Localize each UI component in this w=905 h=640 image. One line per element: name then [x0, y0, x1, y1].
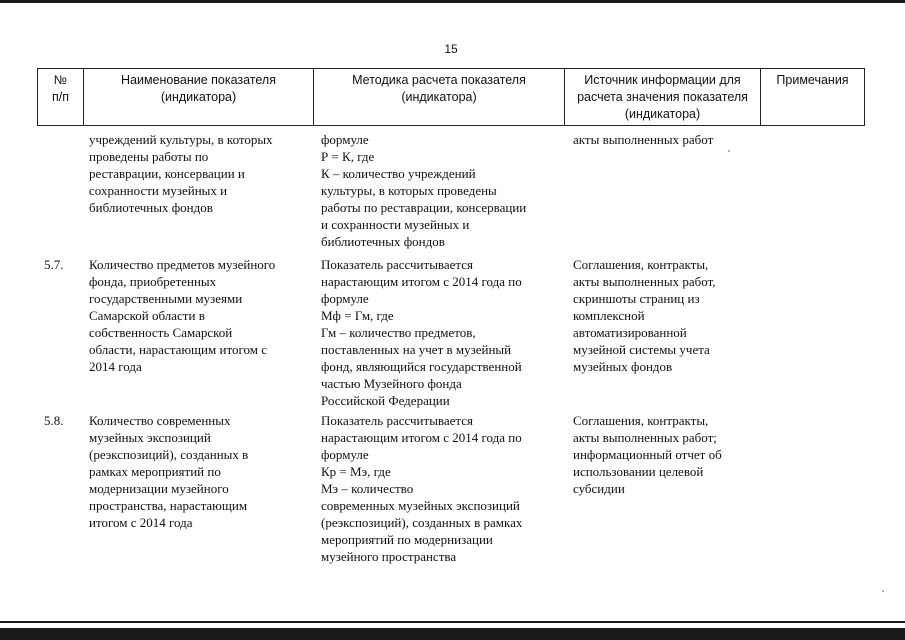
header-cell-source	[565, 68, 761, 126]
row-information-source: акты выполненных работ	[573, 132, 714, 147]
header-notes-label: Примечания	[776, 73, 849, 87]
row-information-source: Соглашения, контракты, акты выполненных работ, скриншоты страниц из комплексной автоматизированной музейной системы учета музейных фондов	[573, 257, 716, 374]
header-number-label: № п/п	[51, 73, 69, 104]
header-method-label: Методика расчета показателя (индикатора)	[352, 73, 526, 104]
row-number: 5.7.	[44, 257, 64, 272]
scan-speck	[882, 590, 884, 592]
header-cell-number	[37, 68, 84, 126]
row-calculation-method: Показатель рассчитывается нарастающим итогом с 2014 года по формуле Кр = Мэ, где Мэ – количество современных музейных экспозиций (реэкспозиций), созданных в рамках мероприятий по модернизации музейного пространства	[321, 413, 523, 564]
header-name-label: Наименование показателя (индикатора)	[121, 73, 276, 104]
row-number: 5.8.	[44, 413, 64, 428]
row-indicator-name: Количество предметов музейного фонда, приобретенных государственными музеями Самарской области в собственность Самарской области, нарастающим итогом с 2014 года	[89, 257, 276, 374]
header-source-label: Источник информации для расчета значения показателя (индикатора)	[577, 73, 748, 121]
row-information-source: Соглашения, контракты, акты выполненных работ; информационный отчет об использовании целевой субсидии	[573, 413, 722, 496]
page-number: 15	[444, 42, 458, 56]
header-cell-method	[314, 68, 565, 126]
scan-bottom-edge	[0, 628, 905, 640]
header-cell-notes	[761, 68, 865, 126]
scan-top-edge	[0, 0, 905, 3]
row-indicator-name: учреждений культуры, в которых проведены работы по реставрации, консервации и сохранности музейных и библиотечных фондов	[89, 132, 273, 215]
scan-bottom-line	[0, 621, 905, 623]
header-cell-name	[84, 68, 314, 126]
row-calculation-method: формуле Р = К, где К – количество учреждений культуры, в которых проведены работы по реставрации, консервации и сохранности музейных и библиотечных фондов	[321, 132, 527, 249]
scan-speck	[728, 150, 730, 152]
row-indicator-name: Количество современных музейных экспозиций (реэкспозиций), созданных в рамках мероприятий по модернизации музейного пространства, нарастающим итогом с 2014 года	[89, 413, 249, 530]
row-calculation-method: Показатель рассчитывается нарастающим итогом с 2014 года по формуле Мф = Гм, где Гм – количество предметов, поставленных на учет в музейный фонд, являющийся государственной частью Музейного фонда Российской Федерации	[321, 257, 522, 408]
